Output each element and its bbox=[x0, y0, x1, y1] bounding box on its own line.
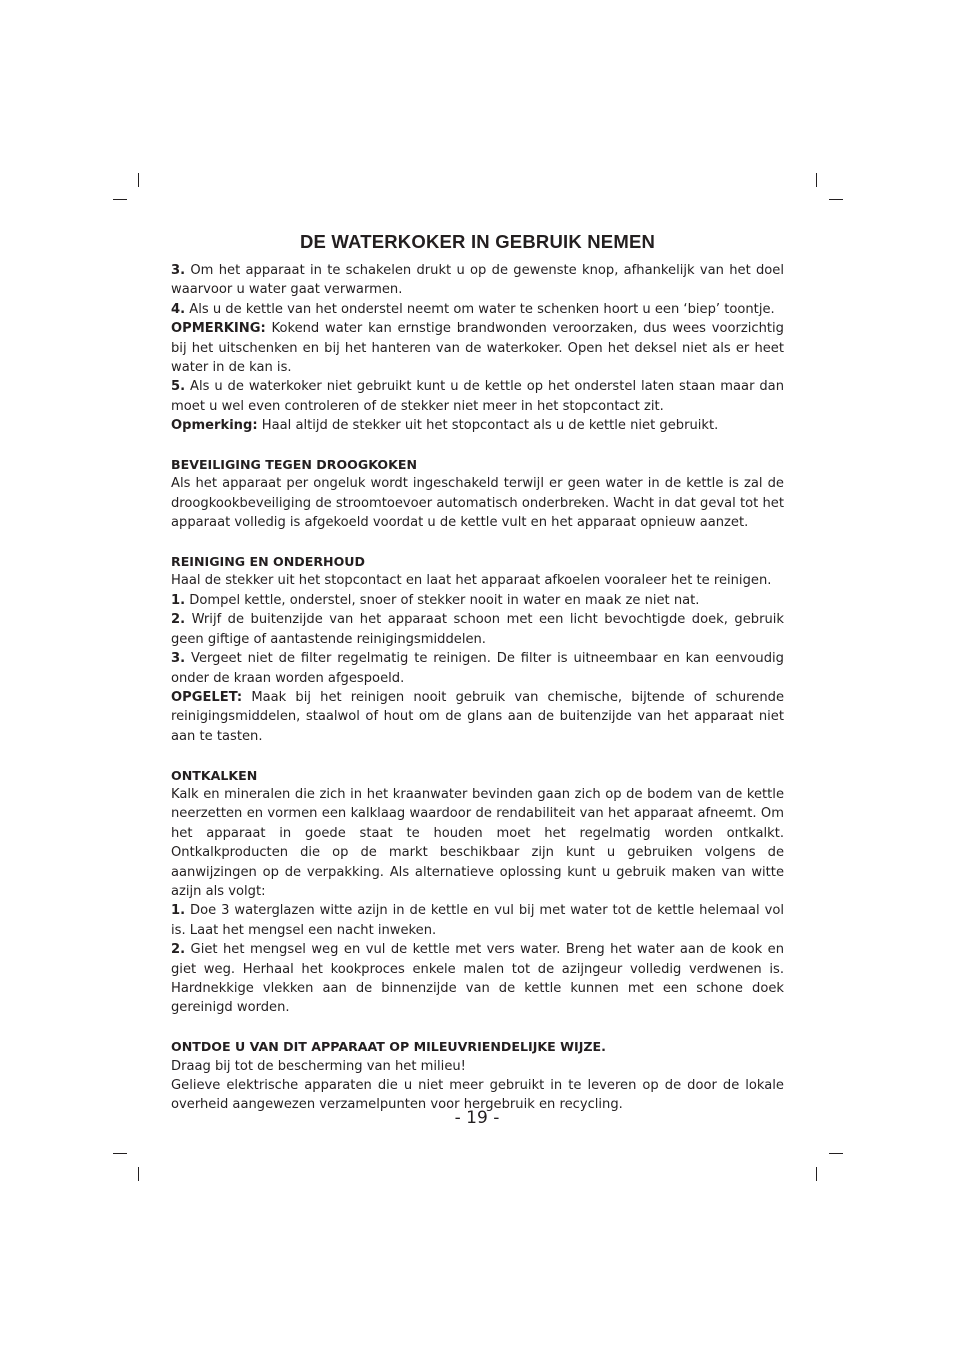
disposal-line-2: Gelieve elektrische apparaten die u niet meer gebruikt in te leveren op de door de lokale overheid aangewezen verzamelpunten voor hergebruik en recycling. bbox=[171, 1078, 784, 1113]
note-label: OPMERKING: bbox=[171, 321, 266, 337]
note-unplug bbox=[171, 416, 784, 435]
step-text: Als u de waterkoker niet gebruikt kunt u de kettle op het onderstel laten staan maar dan moet u wel even controleren of de stekker niet meer in het stopcontact zit. bbox=[171, 379, 784, 414]
step-number: 2. bbox=[171, 942, 186, 958]
note-text: Haal altijd de stekker uit het stopcontact als u de kettle niet gebruikt. bbox=[257, 418, 719, 434]
page-title: DE WATERKOKER IN GEBRUIK NEMEN bbox=[299, 231, 656, 252]
step-text: Vergeet niet de filter regelmatig te reinigen. De filter is uitneembaar en kan eenvoudig onder de kraan worden afgespoeld. bbox=[171, 651, 784, 686]
crop-mark bbox=[816, 1167, 817, 1181]
section-heading-disposal: ONTDOE U VAN DIT APPARAAT OP MILEUVRIENDELIJKE WIJZE. bbox=[171, 1039, 606, 1055]
crop-mark bbox=[138, 1167, 139, 1181]
step-text: Wrijf de buitenzijde van het apparaat schoon met een licht bevochtigde doek, gebruik geen giftige of aantastende reinigingsmiddelen. bbox=[171, 612, 784, 647]
cleaning-step-2 bbox=[171, 610, 784, 649]
step-number: 4. bbox=[171, 301, 186, 317]
descaling-step-2 bbox=[171, 940, 784, 1018]
crop-mark bbox=[113, 199, 127, 200]
step-5 bbox=[171, 377, 784, 416]
crop-mark bbox=[816, 173, 817, 187]
step-text: Giet het mengsel weg en vul de kettle met vers water. Breng het water aan de kook en giet weg. Herhaal het kookproces enkele malen tot de azijngeur volledig verdwenen is. Hardnekkige vlekken aan de binnenzijde van de kettle kunnen met een schone doek gereinigd worden. bbox=[171, 942, 784, 1016]
step-text: Als u de kettle van het onderstel neemt om water te schenken hoort u een ‘biep’ toontje. bbox=[185, 301, 775, 317]
warning-text: Maak bij het reinigen nooit gebruik van chemische, bijtende of schurende reinigingsmiddelen, staalwol of hout om de glans aan de buitenzijde van het apparaat niet aan te tasten. bbox=[171, 689, 784, 744]
disposal-line-1: Draag bij tot de bescherming van het milieu! bbox=[171, 1058, 466, 1074]
crop-mark bbox=[829, 199, 843, 200]
cleaning-intro: Haal de stekker uit het stopcontact en laat het apparaat afkoelen vooraleer het te reinigen. bbox=[171, 573, 772, 589]
section-heading-dry-boil: BEVEILIGING TEGEN DROOGKOKEN bbox=[171, 457, 417, 473]
step-number: 1. bbox=[171, 592, 186, 608]
step-number: 1. bbox=[171, 903, 186, 919]
note-label: Opmerking: bbox=[171, 418, 258, 434]
page-number: - 19 - bbox=[454, 1108, 500, 1128]
crop-mark bbox=[113, 1153, 127, 1154]
section-heading-descaling: ONTKALKEN bbox=[171, 767, 258, 783]
page-content bbox=[171, 261, 784, 1115]
step-number: 5. bbox=[171, 379, 186, 395]
cleaning-step-1 bbox=[171, 591, 784, 610]
dry-boil-text: Als het apparaat per ongeluk wordt ingeschakeld terwijl er geen water in de kettle is zal de droogkookbeveiliging de stroomtoevoer automatisch onderbreken. Wacht in dat geval tot het apparaat volledig is afgekoeld voordat u de kettle vult en het apparaat opnieuw aanzet. bbox=[171, 476, 784, 531]
crop-mark bbox=[138, 173, 139, 187]
cleaning-step-3 bbox=[171, 649, 784, 688]
step-text: Om het apparaat in te schakelen drukt u op de gewenste knop, afhankelijk van het doel waarvoor u water gaat verwarmen. bbox=[171, 263, 784, 298]
crop-mark bbox=[829, 1153, 843, 1154]
step-text: Doe 3 waterglazen witte azijn in de kettle en vul bij met water tot de kettle helemaal vol is. Laat het mengsel een nacht inweken. bbox=[171, 903, 784, 938]
warning-label: OPGELET: bbox=[171, 689, 243, 705]
note-burns bbox=[171, 319, 784, 377]
descaling-step-1 bbox=[171, 901, 784, 940]
note-text: Kokend water kan ernstige brandwonden veroorzaken, dus wees voorzichtig bij het uitschenken en bij het hanteren van de waterkoker. Open het deksel niet als er heet water in de kan is. bbox=[171, 321, 784, 376]
step-3 bbox=[171, 261, 784, 300]
section-heading-cleaning: REINIGING EN ONDERHOUD bbox=[171, 554, 365, 570]
step-4 bbox=[171, 300, 784, 319]
step-text: Dompel kettle, onderstel, snoer of stekker nooit in water en maak ze niet nat. bbox=[185, 592, 700, 608]
descaling-text: Kalk en mineralen die zich in het kraanwater bevinden gaan zich op de bodem van de kettle neerzetten en vormen een kalklaag waardoor de rendabiliteit van het apparaat afneemt. Om het apparaat in goede staat te houden moet het regelmatig worden ontkalkt. Ontkalkproducten die op de markt beschikbaar zijn kunt u gebruiken volgens de aanwijzingen op de verpakking. Als alternatieve oplossing kunt u gebruik maken van witte azijn als volgt: bbox=[171, 786, 784, 899]
step-number: 2. bbox=[171, 612, 186, 628]
cleaning-warning bbox=[171, 688, 784, 746]
step-number: 3. bbox=[171, 263, 186, 278]
step-number: 3. bbox=[171, 651, 186, 667]
